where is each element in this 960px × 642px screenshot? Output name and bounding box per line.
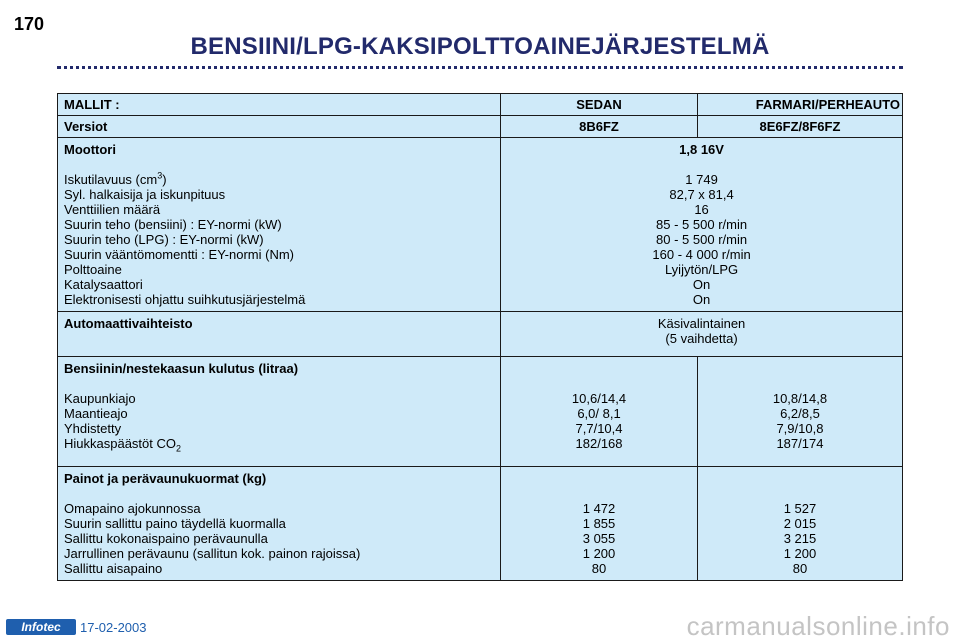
engine-row-label: Suurin vääntömomentti : EY-normi (Nm) (64, 247, 294, 262)
engine-row-value: 85 - 5 500 r/min (656, 217, 748, 232)
versions-farmari: 8E6FZ/8F6FZ (697, 116, 902, 138)
engine-section (58, 138, 903, 312)
page-number: 170 (14, 14, 45, 34)
watermark: carmanualsonline.info (686, 611, 950, 641)
consumption-row-label: Kaupunkiajo (64, 391, 136, 406)
footer-date: 17-02-2003 (80, 620, 147, 635)
weights-row-label: Sallittu aisapaino (64, 561, 163, 576)
weights-farmari-value: 3 215 (783, 531, 817, 546)
gearbox-section (58, 312, 903, 357)
consumption-sedan-value: 10,6/14,4 (571, 391, 627, 406)
consumption-farmari-value: 187/174 (776, 436, 824, 451)
weights-farmari (697, 467, 902, 581)
weights-sedan-value: 1 200 (582, 546, 616, 561)
engine-row-label: Elektronisesti ohjattu suihkutusjärjestelmä (64, 292, 306, 307)
header-sedan: SEDAN (501, 94, 698, 116)
engine-row-label: Katalysaattori (64, 277, 143, 292)
weights-row-label: Suurin sallittu paino täydellä kuormalla (64, 516, 286, 531)
consumption-farmari (697, 357, 902, 467)
engine-row-value: Lyijytön/LPG (664, 262, 739, 277)
engine-row-value: 16 (694, 202, 709, 217)
weights-farmari-value: 80 (792, 561, 808, 576)
weights-section (58, 467, 903, 581)
header-row (58, 94, 903, 116)
versions-label: Versiot (58, 116, 501, 138)
engine-row-label: Syl. halkaisija ja iskunpituus (64, 187, 226, 202)
consumption-row-label: Hiukkaspäästöt $CO_2$ (64, 436, 182, 454)
engine-row-label: Suurin teho (bensiini) : EY-normi (kW) (64, 217, 282, 232)
weights-sedan-value: 3 055 (582, 531, 616, 546)
header-farmari: FARMARI/PERHEAUTO (697, 94, 902, 116)
engine-row-label: Venttiilien määrä (64, 202, 161, 217)
infotec-logo: Infotec (6, 619, 76, 635)
engine-model: 1,8 16V (679, 142, 724, 157)
weights-farmari-value: 2 015 (783, 516, 817, 531)
consumption-farmari-value: 6,2/8,5 (780, 406, 820, 421)
dotted-divider (57, 66, 903, 69)
weights-sedan-value: 1 472 (582, 501, 616, 516)
versions-sedan: 8B6FZ (501, 116, 698, 138)
engine-row-value: 82,7 x 81,4 (669, 187, 734, 202)
consumption-section (58, 357, 903, 467)
gearbox-value-line2: (5 vaihdetta) (665, 331, 738, 346)
versions-row (58, 116, 903, 138)
engine-labels (58, 138, 501, 312)
page-title: BENSIINI/LPG-KAKSIPOLTTOAINEJÄRJESTELMÄ (190, 33, 770, 60)
engine-row-label: Polttoaine (64, 262, 122, 277)
consumption-row-label: Maantieajo (64, 406, 128, 421)
weights-sedan (501, 467, 698, 581)
engine-title: Moottori (64, 142, 116, 157)
engine-values (501, 138, 903, 312)
weights-row-label: Sallittu kokonaispaino perävaunulla (64, 531, 268, 546)
weights-labels (58, 467, 501, 581)
gearbox-value-line1: Käsivalintainen (657, 316, 746, 331)
engine-row-value: 160 - 4 000 r/min (652, 247, 751, 262)
consumption-title: Bensiinin/nestekaasun kulutus (litraa) (64, 361, 299, 376)
weights-sedan-value: 80 (591, 561, 607, 576)
spec-table (57, 93, 903, 581)
consumption-farmari-value: 10,8/14,8 (772, 391, 828, 406)
weights-title: Painot ja perävaunukuormat (kg) (64, 471, 267, 486)
gearbox-title: Automaattivaihteisto (64, 316, 193, 331)
consumption-sedan-value: 6,0/ 8,1 (577, 406, 621, 421)
engine-row-label: Suurin teho (LPG) : EY-normi (kW) (64, 232, 264, 247)
gearbox-label (58, 312, 501, 357)
consumption-labels (58, 357, 501, 467)
weights-farmari-value: 1 527 (783, 501, 817, 516)
gearbox-value (501, 312, 903, 357)
weights-sedan-value: 1 855 (582, 516, 616, 531)
engine-row-value: 1 749 (685, 172, 718, 187)
consumption-farmari-value: 7,9/10,8 (776, 421, 824, 436)
weights-row-label: Jarrullinen perävaunu (sallitun kok. painon rajoissa) (64, 546, 361, 561)
engine-row-label: Iskutilavuus $(cm^3)$ (64, 170, 167, 187)
engine-row-value: On (692, 292, 711, 307)
consumption-sedan (501, 357, 698, 467)
weights-farmari-value: 1 200 (783, 546, 817, 561)
consumption-sedan-value: 7,7/10,4 (575, 421, 623, 436)
consumption-row-label: Yhdistetty (64, 421, 122, 436)
consumption-sedan-value: 182/168 (575, 436, 623, 451)
weights-row-label: Omapaino ajokunnossa (64, 501, 201, 516)
engine-row-value: 80 - 5 500 r/min (656, 232, 748, 247)
header-models-label: MALLIT : (58, 94, 501, 116)
engine-row-value: On (692, 277, 711, 292)
